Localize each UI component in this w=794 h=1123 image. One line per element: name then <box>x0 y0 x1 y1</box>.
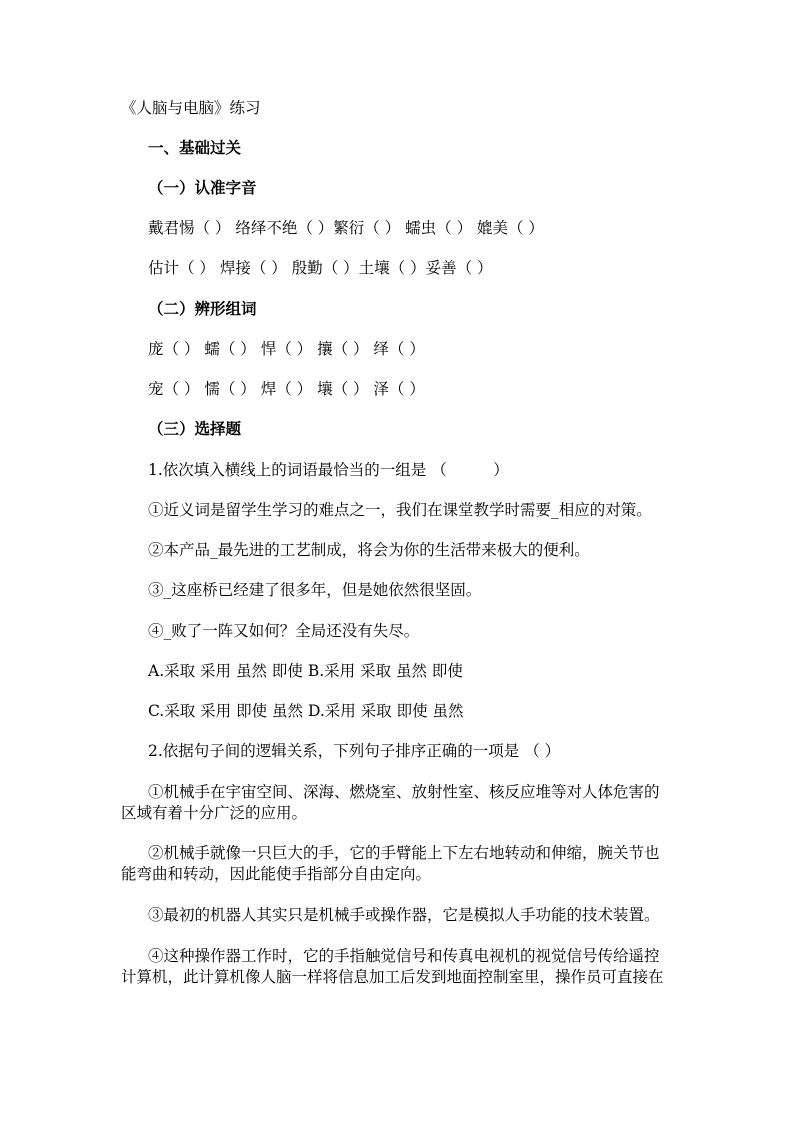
question-2-paragraph-1: ①机械手在宇宙空间、深海、燃烧室、放射性室、核反应堆等对人体危害的区域有着十分广泛的应用。 <box>121 783 660 822</box>
question-2-stem: 2.依据句子间的逻辑关系，下列句子排序正确的一项是 （ ） <box>148 742 561 760</box>
question-1-sentence-2: ②本产品_最先进的工艺制成，将会为你的生活带来极大的便利。 <box>148 541 590 559</box>
word-forms-row-2: 宠（ ） 懦（ ） 焊（ ） 壤（ ） 泽（ ） <box>148 380 425 398</box>
question-1-stem: 1.依次填入横线上的词语最恰当的一组是 （ ） <box>148 461 509 479</box>
question-2-paragraph-3: ③最初的机器人其实只是机械手或操作器，它是模拟人手功能的技术装置。 <box>148 906 660 924</box>
question-1-sentence-1: ①近义词是留学生学习的难点之一，我们在课堂教学时需要_相应的对策。 <box>148 501 652 519</box>
question-1-sentence-3: ③_这座桥已经建了很多年，但是她依然很坚固。 <box>148 581 482 599</box>
pronunciation-row-2: 估计（ ） 焊接（ ） 殷勤（ ）土壤（ ）妥善（ ） <box>148 259 493 277</box>
section-heading-basic: 一、基础过关 <box>148 138 242 157</box>
question-1-sentence-4: ④_败了一阵又如何？全局还没有失尽。 <box>148 622 420 640</box>
document-title: 《人脑与电脑》练习 <box>121 99 261 117</box>
subsection-heading-choice: （三）选择题 <box>148 419 242 438</box>
question-2-paragraph-4: ④这种操作器工作时，它的手指触觉信号和传真电视机的视觉信号传给遥控计算机，此计算机像人脑一样将信息加工后发到地面控制室里，操作员可直接在 <box>121 947 664 986</box>
question-1-options-ab: A.采取 采用 虽然 即使 B.采用 采取 虽然 即使 <box>148 662 463 680</box>
question-2-paragraph-2: ②机械手就像一只巨大的手，它的手臂能上下左右地转动和伸缩，腕关节也能弯曲和转动，因此能使手指部分自由定向。 <box>121 844 660 883</box>
question-1-options-cd: C.采取 采用 即使 虽然 D.采用 采取 即使 虽然 <box>148 702 464 720</box>
subsection-heading-pronunciation: （一）认准字音 <box>148 178 257 197</box>
subsection-heading-word-forms: （二）辨形组词 <box>148 299 257 318</box>
word-forms-row-1: 庞（ ） 蠕（ ） 悍（ ） 攘（ ） 绎（ ） <box>148 340 425 358</box>
pronunciation-row-1: 戴君惕（ ） 络绎不绝（ ）繁衍（ ） 蠕虫（ ） 媲美（ ） <box>148 219 544 237</box>
